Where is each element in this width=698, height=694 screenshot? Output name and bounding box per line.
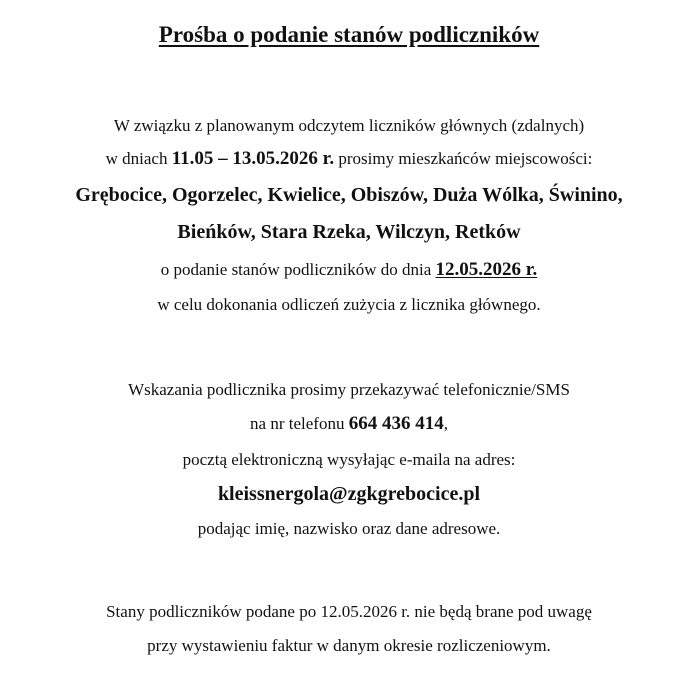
submission-line: Wskazania podlicznika prosimy przekazywać telefonicznie/SMS bbox=[128, 380, 570, 399]
phone-number: 664 436 414 bbox=[348, 413, 444, 434]
deadline-prefix: o podanie stanów podliczników do dnia bbox=[160, 260, 432, 279]
phone-suffix: , bbox=[443, 414, 448, 433]
late-notice-line-1: Stany podliczników podane po 12.05.2026 r. nie będą brane pod uwagę bbox=[106, 602, 592, 621]
late-notice-line-2: przy wystawieniu faktur w danym okresie rozliczeniowym. bbox=[147, 636, 551, 655]
villages-line-1: Grębocice, Ogorzelec, Kwielice, Obiszów, Duża Wólka, Świnino, bbox=[75, 184, 623, 206]
villages-line-2: Bieńków, Stara Rzeka, Wilczyn, Retków bbox=[177, 221, 521, 243]
page-title: Prośba o podanie stanów podliczników bbox=[158, 22, 540, 47]
dates-suffix: prosimy mieszkańców miejscowości: bbox=[338, 149, 593, 168]
email-intro-line: pocztą elektroniczną wysyłając e-maila na adres: bbox=[182, 450, 516, 469]
phone-prefix: na nr telefonu bbox=[250, 414, 345, 433]
dates-prefix: w dniach bbox=[105, 149, 168, 168]
details-line: podając imię, nazwisko oraz dane adresowe. bbox=[197, 519, 501, 538]
deadline-line bbox=[0, 259, 698, 281]
deadline-date: 12.05.2026 r. bbox=[435, 259, 538, 280]
email-address: kleissnergola@zgkgrebocice.pl bbox=[217, 483, 481, 505]
intro-line: W związku z planowanym odczytem liczników głównych (zdalnych) bbox=[113, 116, 585, 135]
reading-dates: 11.05 – 13.05.2026 r. bbox=[171, 148, 335, 169]
purpose-line: w celu dokonania odliczeń zużycia z licznika głównego. bbox=[157, 295, 541, 314]
dates-line bbox=[0, 148, 698, 170]
phone-line bbox=[0, 413, 698, 435]
